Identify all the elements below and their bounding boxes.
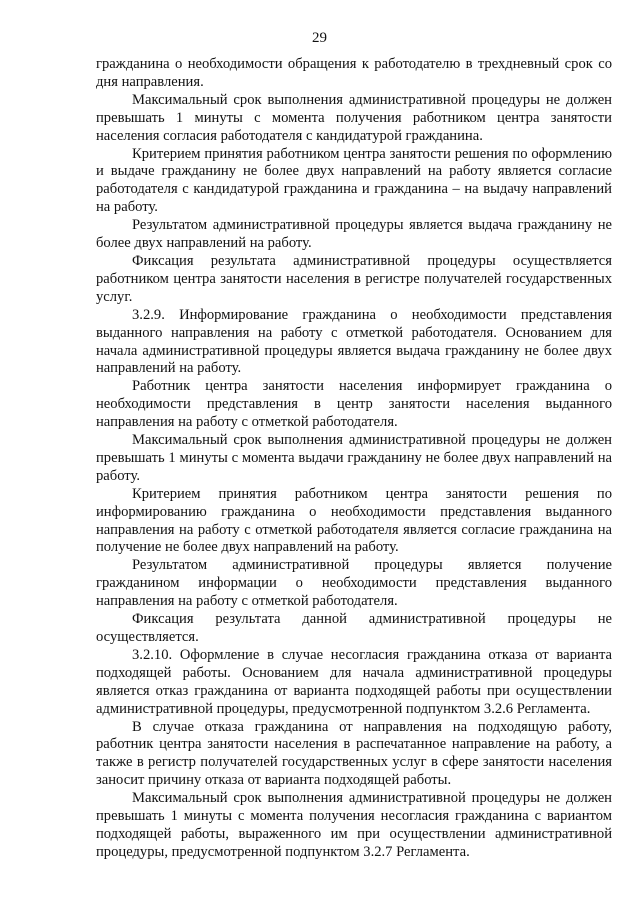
paragraph: Максимальный срок выполнения административной процедуры не должен превышать 1 минуты с момента получения несогласия гражданина с вариантом подходящей работы, выраженного им при осуществлении административной процедуры, предусмотренной подпунктом 3.2.7 Регламента. bbox=[96, 790, 612, 860]
paragraph: Результатом административной процедуры является выдача гражданину не более двух направлений на работу. bbox=[96, 217, 612, 252]
paragraph: Критерием принятия работником центра занятости решения по информированию гражданина о необходимости представления выданного направления на работу с отметкой работодателя является согласие гражданина на получение не более двух направлений на работу. bbox=[96, 485, 612, 556]
paragraph: Максимальный срок выполнения административной процедуры не должен превышать 1 минуты с момента выдачи гражданину не более двух направлений на работу. bbox=[96, 432, 612, 484]
paragraph: Критерием принятия работником центра занятости решения по оформлению и выдаче гражданину не более двух направлений на работу является согласие работодателя с кандидатурой гражданина и гражданина – на выдачу направлений на работу. bbox=[96, 145, 612, 216]
document-body bbox=[96, 56, 612, 862]
paragraph: Максимальный срок выполнения административной процедуры не должен превышать 1 минуты с момента получения работником центра занятости населения согласия работодателя с кандидатурой гражданина. bbox=[96, 91, 612, 144]
paragraph: Фиксация результата данной административной процедуры не осуществляется. bbox=[96, 611, 612, 645]
paragraph: Работник центра занятости населения информирует гражданина о необходимости представления в центр занятости населения выданного направления на работу с отметкой работодателя. bbox=[96, 378, 612, 431]
paragraph: гражданина о необходимости обращения к работодателю в трехдневный срок со дня направления. bbox=[96, 56, 612, 90]
page-number: 29 bbox=[312, 30, 327, 46]
paragraph: Фиксация результата административной процедуры осуществляется работником центра занятости населения в регистре получателей государственных услуг. bbox=[96, 252, 612, 305]
paragraph: Результатом административной процедуры является получение гражданином информации о необходимости представления выданного направления на работу с отметкой работодателя. bbox=[96, 557, 612, 610]
section-3-2-9-paragraph: 3.2.9. Информирование гражданина о необходимости представления выданного направления на работу с отметкой работодателя. Основанием для начала административной процедуры является выдача гражданину не более двух направлений на работу. bbox=[96, 306, 612, 377]
section-3-2-10-paragraph: 3.2.10. Оформление в случае несогласия гражданина отказа от варианта подходящей работы. Основанием для начала административной процедуры является отказ гражданина от варианта подходящей работы при осуществлении административной процедуры, предусмотренной подпунктом 3.2.6 Регламента. bbox=[96, 646, 612, 717]
paragraph: В случае отказа гражданина от направления на подходящую работу, работник центра занятости населения в распечатанное направление на работу, а также в регистр получателей государственных услуг в сфере занятости населения заносит причину отказа от варианта подходящей работы. bbox=[96, 718, 612, 789]
